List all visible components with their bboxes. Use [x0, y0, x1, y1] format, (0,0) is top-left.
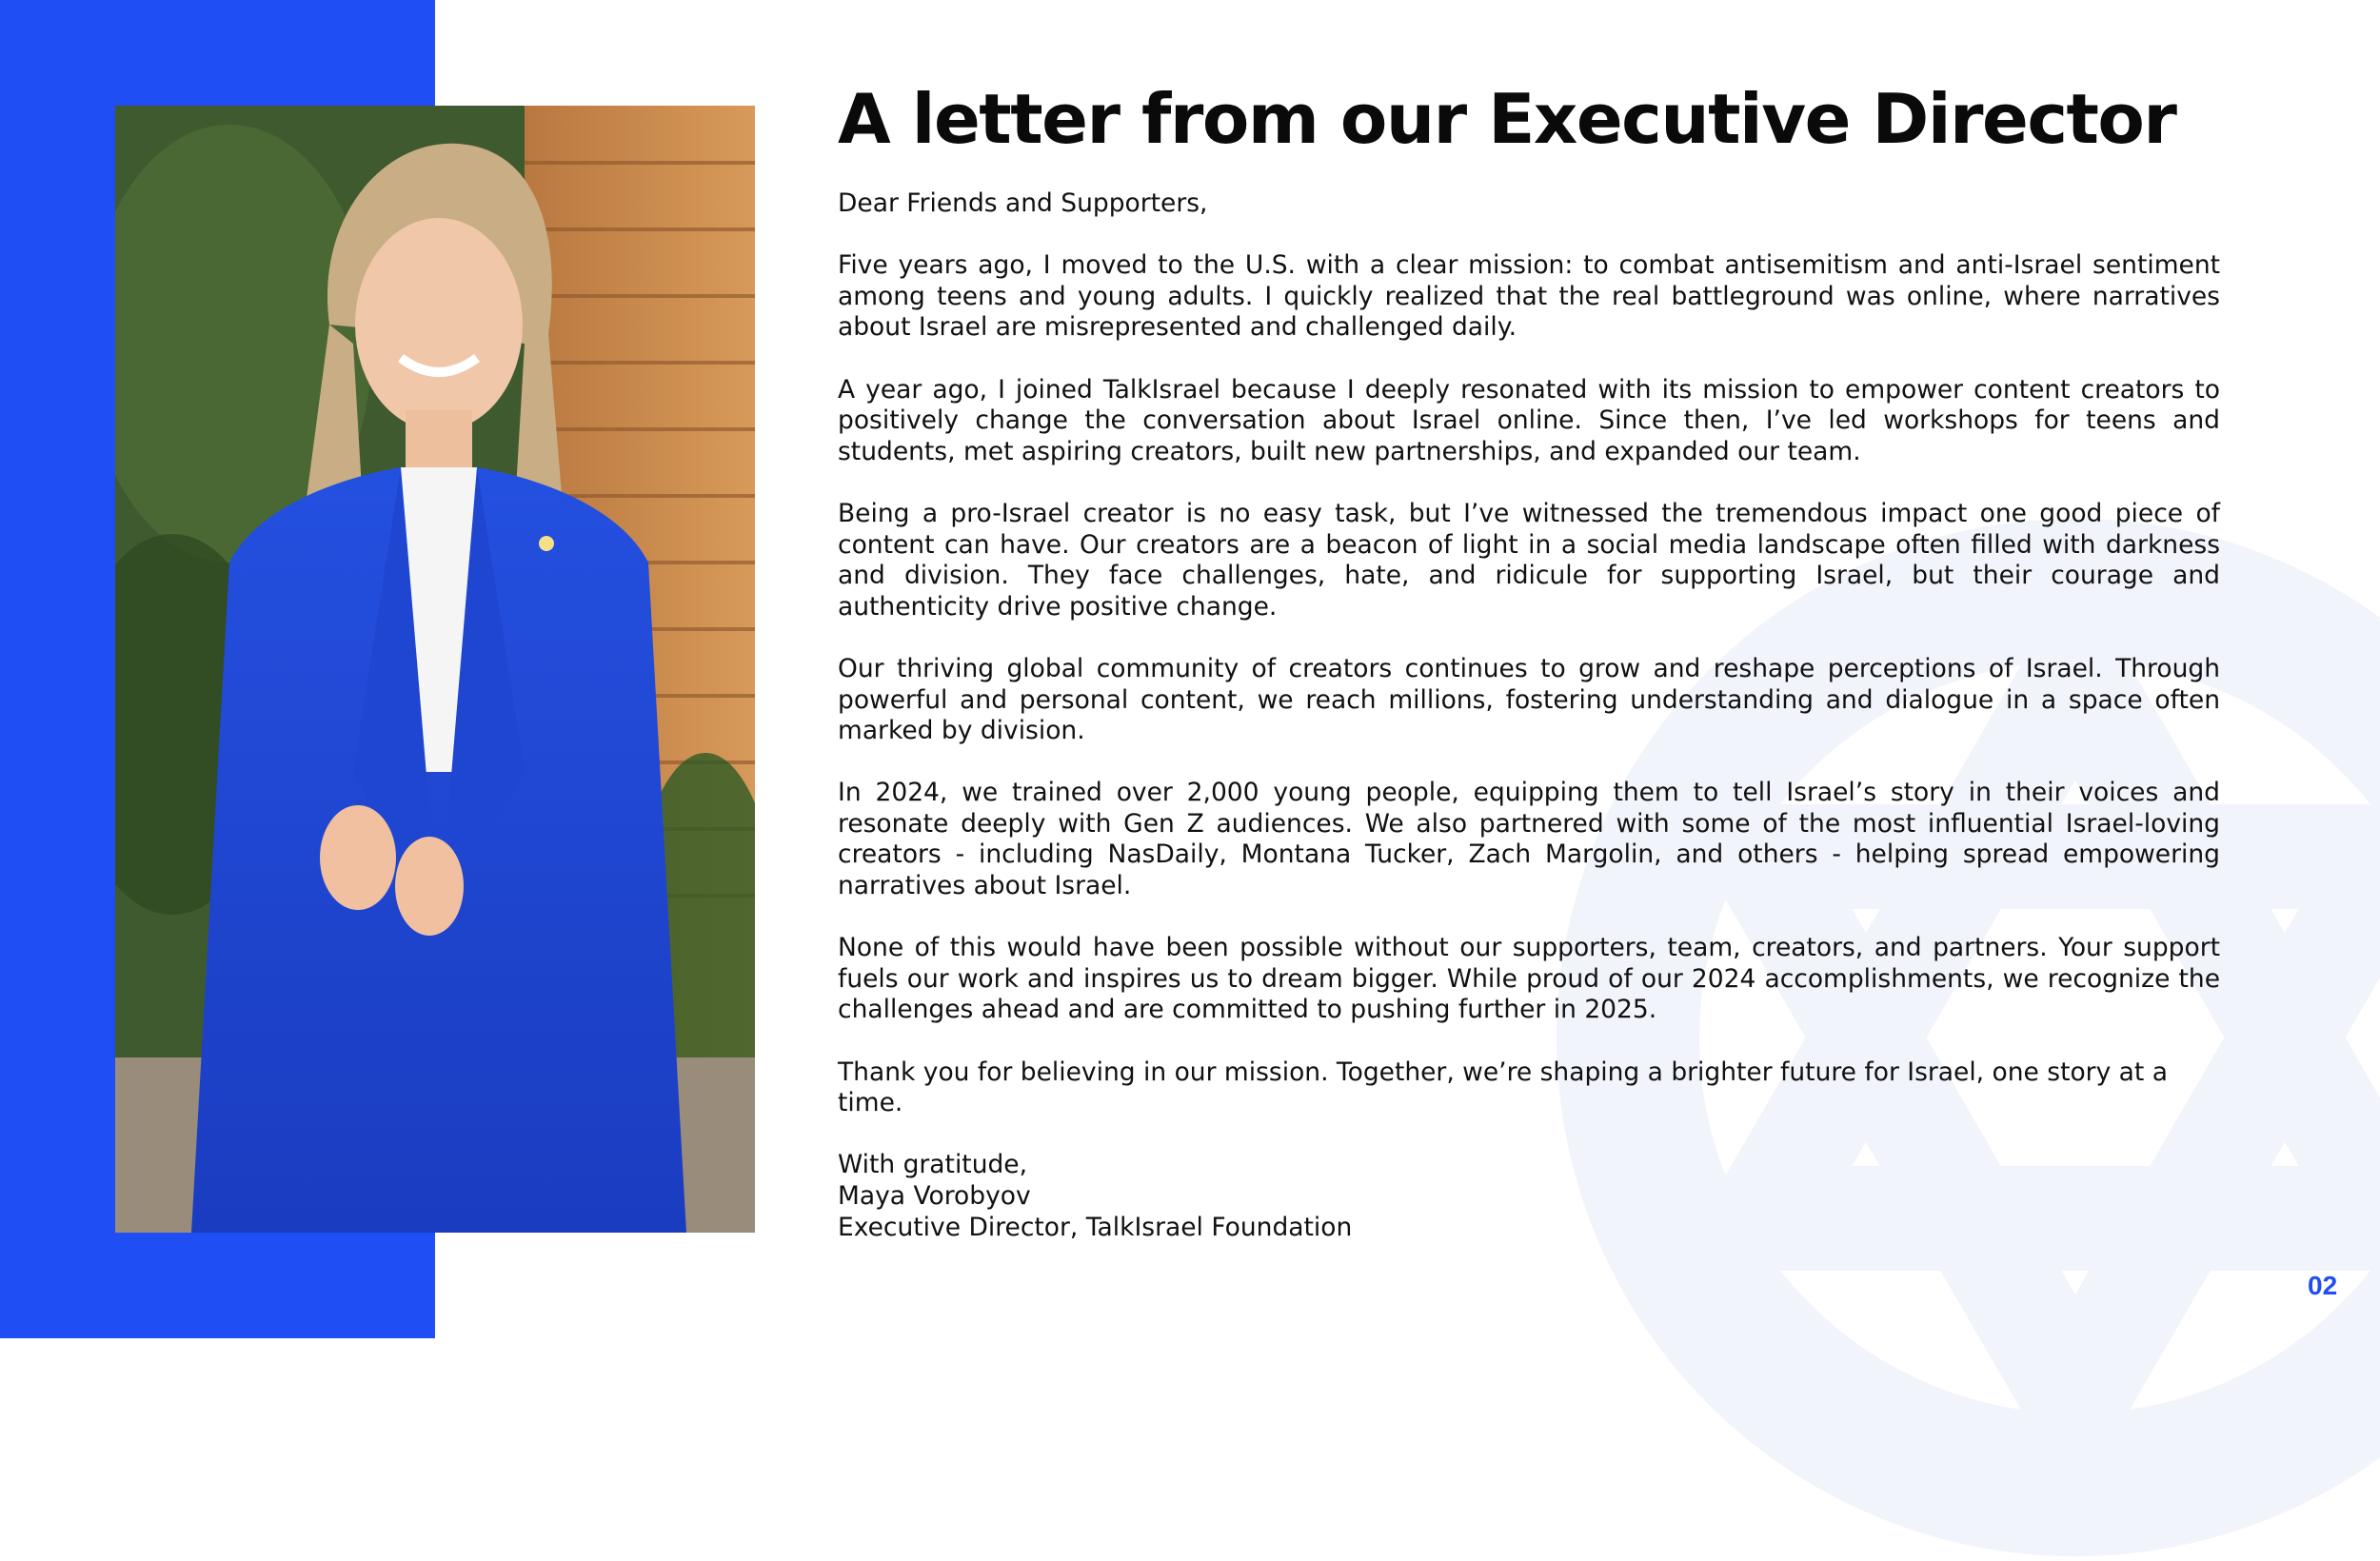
letter-paragraph: None of this would have been possible without our supporters, team, creators, and partners. Your support fuels our work and inspires us to dream bigger. While proud of our 2024 accomplishments, we recognize the challenges ahead and are committed to pushing further in 2025.	[838, 933, 2220, 1025]
page-title: A letter from our Executive Director	[838, 79, 2176, 159]
executive-director-portrait	[115, 106, 755, 1233]
page-number: 02	[2308, 1271, 2338, 1300]
letter-paragraph: Five years ago, I moved to the U.S. with a clear mission: to combat antisemitism and anti-Israel sentiment among teens and young adults. I quickly realized that the real battleground was online, where narratives about Israel are misrepresented and challenged daily.	[838, 250, 2220, 343]
letter-paragraph: A year ago, I joined TalkIsrael because I deeply resonated with its mission to empower content creators to positively change the conversation about Israel online. Since then, I’ve led workshops for teens and students, met aspiring creators, built new partnerships, and expanded our team.	[838, 374, 2220, 466]
letter-paragraph: Our thriving global community of creators continues to grow and reshape perceptions of Israel. Through powerful and personal content, we reach millions, fostering understanding and dialogue in a space often marked by division.	[838, 653, 2220, 746]
sign-off: With gratitude,	[838, 1150, 1028, 1180]
signatory-name: Maya Vorobyov	[838, 1181, 1031, 1211]
signatory-role: Executive Director, TalkIsrael Foundation	[838, 1212, 1353, 1242]
letter-body	[838, 188, 2220, 1274]
letter-paragraph: In 2024, we trained over 2,000 young people, equipping them to tell Israel’s story in their voices and resonate deeply with Gen Z audiences. We also partnered with some of the most influential Israel-loving creators - including NasDaily, Montana Tucker, Zach Margolin, and others - helping spread empowering narratives about Israel.	[838, 778, 2220, 901]
closing-block	[838, 1150, 2220, 1243]
letter-paragraph: Thank you for believing in our mission. Together, we’re shaping a brighter future for Israel, one story at a time.	[838, 1057, 2168, 1118]
salutation: Dear Friends and Supporters,	[838, 188, 1208, 218]
letter-paragraph: Being a pro-Israel creator is no easy task, but I’ve witnessed the tremendous impact one good piece of content can have. Our creators are a beacon of light in a social media landscape often filled with darkness and division. They face challenges, hate, and ridicule for supporting Israel, but their courage and authenticity drive positive change.	[838, 498, 2220, 622]
